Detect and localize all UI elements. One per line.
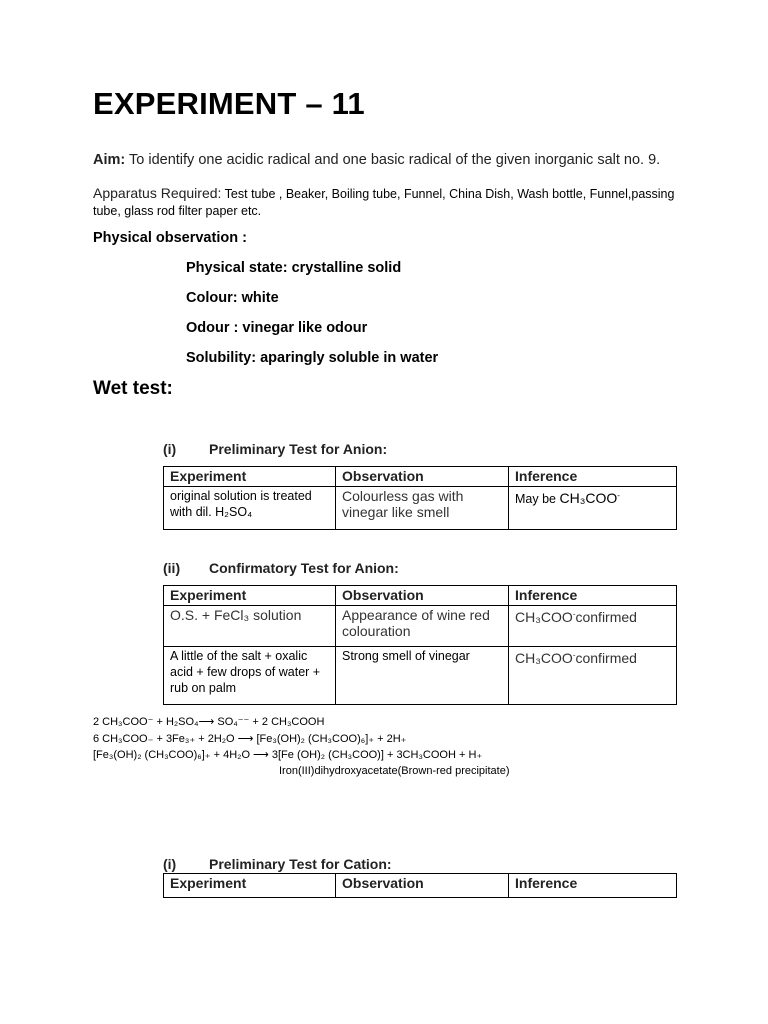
table-row <box>164 487 677 530</box>
header-inference: Inference <box>509 874 677 898</box>
cell-inference <box>509 606 677 647</box>
equation-line: 2 CH₃COO⁻ + H₂SO₄⟶ SO₄⁻⁻ + 2 CH₃COOH <box>93 716 325 728</box>
table-header-row <box>164 586 677 606</box>
equation-line: [Fe₃(OH)₂ (CH₃COO)₆]₊ + 4H₂O ⟶ 3[Fe (OH)₂ (CH₃COO)] + 3CH₃COOH + H₊ <box>93 749 483 761</box>
section-number: (ii) <box>163 560 181 576</box>
header-experiment: Experiment <box>164 586 336 606</box>
inference-prefix: May be <box>515 492 560 506</box>
cell-experiment: O.S. + FeCl₃ solution <box>164 606 336 647</box>
physical-colour: Colour: white <box>186 290 279 306</box>
apparatus-label: Apparatus Required: <box>93 185 222 201</box>
table-row <box>164 647 677 705</box>
physical-observation-heading: Physical observation : <box>93 230 247 246</box>
cell-observation: Strong smell of vinegar <box>336 647 509 705</box>
header-observation: Observation <box>336 467 509 487</box>
header-inference: Inference <box>509 467 677 487</box>
section-heading <box>163 560 399 576</box>
section-heading <box>163 856 392 872</box>
aim-label: Aim: <box>93 152 126 168</box>
anion-preliminary-table <box>163 466 677 530</box>
aim-text: To identify one acidic radical and one basic radical of the given inorganic salt no. 9. <box>125 152 661 168</box>
inference-charge: - <box>572 609 576 619</box>
header-experiment: Experiment <box>164 874 336 898</box>
cell-inference <box>509 487 677 530</box>
physical-odour: Odour : vinegar like odour <box>186 320 368 336</box>
header-inference: Inference <box>509 586 677 606</box>
section-number: (i) <box>163 441 177 457</box>
inference-suffix: confirmed <box>575 650 637 666</box>
cell-observation: Colourless gas with vinegar like smell <box>336 487 509 530</box>
wet-test-heading: Wet test: <box>93 378 173 399</box>
header-experiment: Experiment <box>164 467 336 487</box>
section-title: Preliminary Test for Anion: <box>209 441 388 457</box>
inference-formula: CH₃COO <box>515 609 573 625</box>
table-row <box>164 606 677 647</box>
table-header-row <box>164 467 677 487</box>
section-heading <box>163 441 387 457</box>
cation-preliminary-table <box>163 873 677 898</box>
cell-inference <box>509 647 677 705</box>
section-title: Confirmatory Test for Anion: <box>209 560 399 576</box>
aim-paragraph <box>93 152 673 168</box>
section-title: Preliminary Test for Cation: <box>209 856 392 872</box>
inference-formula: CH₃COO <box>559 490 618 506</box>
inference-charge: - <box>572 650 576 660</box>
section-number: (i) <box>163 856 177 872</box>
apparatus-text: Test tube , Beaker, Boiling tube, Funnel, China Dish, Wash bottle, Funnel,passing tube, glass rod filter paper etc. <box>93 187 675 218</box>
inference-formula: CH₃COO <box>515 650 573 666</box>
apparatus-paragraph <box>93 185 683 220</box>
cell-experiment: original solution is treated with dil. H₂SO₄ <box>164 487 336 530</box>
inference-charge: - <box>617 490 620 500</box>
anion-confirmatory-table <box>163 585 677 705</box>
physical-solubility: Solubility: aparingly soluble in water <box>186 350 439 366</box>
cell-observation: Appearance of wine red colouration <box>336 606 509 647</box>
header-observation: Observation <box>336 874 509 898</box>
cell-experiment: A little of the salt + oxalic acid + few drops of water + rub on palm <box>164 647 336 705</box>
page-title: EXPERIMENT – 11 <box>93 86 365 121</box>
equation-line: 6 CH₃COO₋ + 3Fe₃₊ + 2H₂O ⟶ [Fe₃(OH)₂ (CH₃COO)₆]₊ + 2H₊ <box>93 733 407 745</box>
physical-state: Physical state: crystalline solid <box>186 260 402 276</box>
equation-caption: Iron(III)dihydroxyacetate(Brown-red precipitate) <box>279 765 510 777</box>
inference-suffix: confirmed <box>575 609 637 625</box>
table-header-row <box>164 874 677 898</box>
header-observation: Observation <box>336 586 509 606</box>
